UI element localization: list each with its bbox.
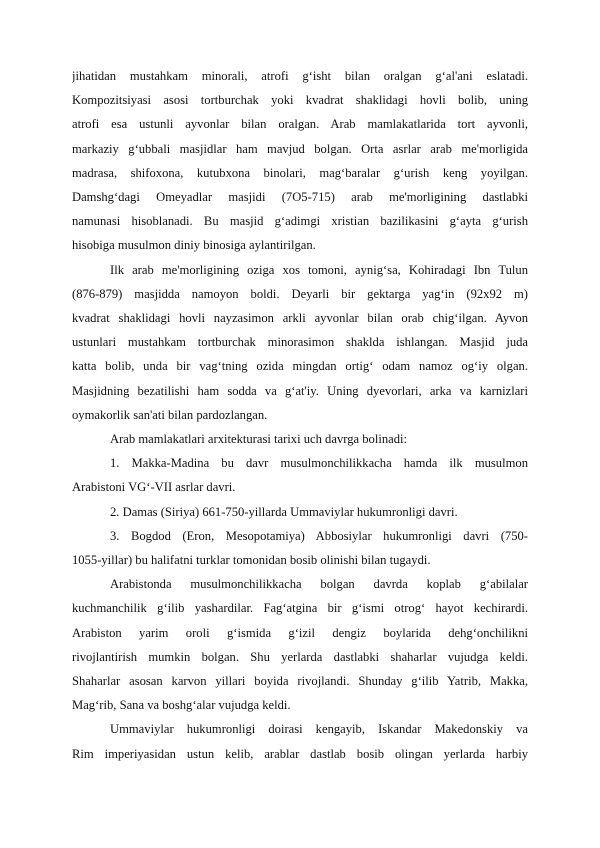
text-line: 1. Makka-Madina bu davr musulmonchilikkacha hamda ilk musulmon [110, 456, 528, 471]
text-line: atrofi esa ustunli ayvonlar bilan oralgan. Arab mamlakatlarida tort ayvonli, [72, 117, 528, 132]
text-line: hisobiga musulmon diniy binosiga aylantirilgan. [72, 238, 316, 253]
paragraph [72, 427, 528, 451]
text-line: Kompozitsiyasi asosi tortburchak yoki kvadrat shaklidagi hovli bolib, uning [72, 93, 528, 108]
text-line: Damshg‘dagi Omeyadlar masjidi (7O5-715) arab me'morligining dastlabki [72, 190, 528, 205]
text-line: Rim imperiyasidan ustun kelib, arablar dastlab bosib olingan yerlarda harbiy [72, 746, 528, 761]
text-line: ustunlari mustahkam tortburchak minorasimon shaklda ishlangan. Masjid juda [72, 335, 528, 350]
text-line: kvadrat shaklidagi hovli nayzasimon arkli ayvonlar bilan orab chig‘ilgan. Ayvon [72, 311, 528, 326]
paragraph [72, 524, 528, 572]
text-line: Arabiston yarim oroli g‘ismida g‘izil dengiz boylarida dehg‘onchilikni [72, 625, 528, 640]
text-line: namunasi hisoblanadi. Bu masjid g‘adimgi xristian bazilikasini g‘ayta g‘urish [72, 214, 528, 229]
paragraph [72, 717, 528, 765]
text-line: Mag‘rib, Sana va boshg‘alar vujudga keldi. [72, 698, 291, 713]
paragraph [72, 451, 528, 499]
text-line: Ummaviylar hukumronligi doirasi kengayib, Iskandar Makedonskiy va [110, 722, 528, 737]
text-line: rivojlantirish mumkin bolgan. Shu yerlarda dastlabki shaharlar vujudga keldi. [72, 649, 528, 664]
text-line: 2. Damas (Siriya) 661-750-yillarda Ummaviylar hukumronligi davri. [110, 504, 458, 519]
text-line: kuchmanchilik g‘ilib yashardilar. Fag‘atgina bir g‘ismi otrog‘ hayot kechirardi. [72, 601, 528, 616]
text-line: (876-879) masjidda namoyon boldi. Deyarli bir gektarga yag‘in (92x92 m) [72, 286, 528, 301]
text-line: jihatidan mustahkam minorali, atrofi g‘isht bilan oralgan g‘al'ani eslatadi. [72, 69, 528, 83]
text-line: katta bolib, unda bir vag‘tning ozida mingdan ortig‘ odam namoz og‘iy olgan. [72, 359, 528, 374]
document-page [72, 64, 528, 766]
paragraph [72, 64, 528, 258]
text-line: Arabistonda musulmonchilikkacha bolgan davrda koplab g‘abilalar [110, 577, 528, 592]
text-line: Shaharlar asosan karvon yillari boyida rivojlandi. Shunday g‘ilib Yatrib, Makka, [72, 674, 528, 689]
text-line: Masjidning bezatilishi ham sodda va g‘at'iy. Uning dyevorlari, arka va karnizlari [72, 383, 528, 398]
text-line: madrasa, shifoxona, kutubxona binolari, mag‘baralar g‘urish keng yoyilgan. [72, 165, 528, 180]
text-line: Arab mamlakatlari arxitekturasi tarixi uch davrga bolinadi: [110, 432, 408, 447]
paragraph [72, 572, 528, 717]
text-line: 1055-yillar) bu halifatni turklar tomonidan bosib olinishi bilan tugaydi. [72, 553, 431, 568]
text-line: 3. Bogdod (Eron, Mesopotamiya) Abbosiylar hukumronligi davri (750- [110, 528, 528, 543]
paragraph [72, 500, 528, 524]
paragraph [72, 258, 528, 427]
text-line: markaziy g‘ubbali masjidlar ham mavjud bolgan. Orta asrlar arab me'morligida [72, 141, 528, 156]
text-line: Ilk arab me'morligining oziga xos tomoni, aynig‘sa, Kohiradagi Ibn Tulun [110, 262, 528, 277]
text-line: oymakorlik san'ati bilan pardozlangan. [72, 407, 268, 422]
text-line: Arabistoni VG‘-VII asrlar davri. [72, 480, 236, 495]
